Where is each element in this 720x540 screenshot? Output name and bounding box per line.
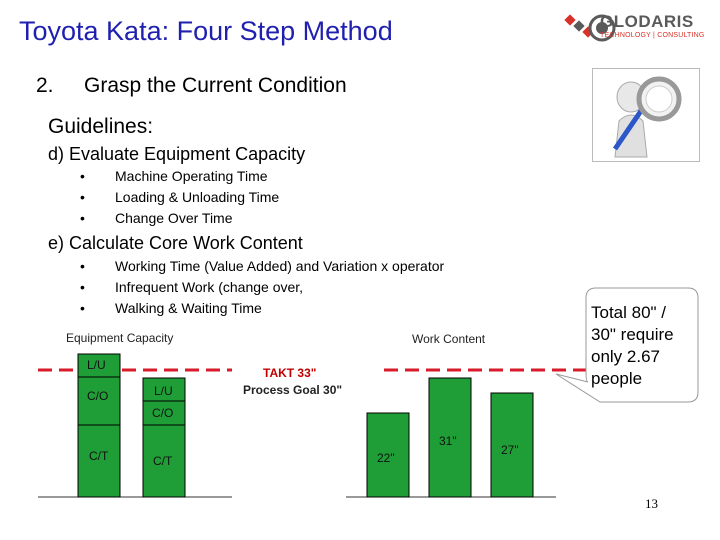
bar2-ct-label: C/T (153, 454, 173, 468)
bullet-icon: • (80, 189, 85, 205)
section-e-label: e) Calculate Core Work Content (48, 233, 303, 253)
bullet-icon: • (80, 279, 85, 295)
work-content-label: Work Content (412, 332, 486, 346)
step-number: 2. (36, 74, 54, 97)
bar2-lu-label: L/U (154, 384, 173, 398)
bullet-text: Walking & Waiting Time (115, 300, 262, 316)
bullet-text: Loading & Unloading Time (115, 189, 280, 205)
guidelines-heading: Guidelines: (48, 115, 154, 138)
equipment-capacity-label: Equipment Capacity (66, 331, 174, 345)
logo-tagline: TECHNOLOGY | CONSULTING (600, 32, 705, 39)
work-value-label: 31" (439, 434, 457, 448)
slide-title: Toyota Kata: Four Step Method (19, 16, 393, 46)
work-value-label: 22" (377, 451, 395, 465)
bullet-icon: • (80, 300, 85, 316)
bullet-icon: • (80, 210, 85, 226)
process-goal-label: Process Goal 30" (243, 383, 343, 397)
page-number: 13 (645, 496, 658, 511)
bullet-text: Infrequent Work (change over, (115, 279, 304, 295)
bar1-co-label: C/O (87, 389, 109, 403)
bullet-text: Machine Operating Time (115, 168, 268, 184)
bar1-ct-label: C/T (89, 449, 109, 463)
work-value-label: 27" (501, 443, 519, 457)
takt-label: TAKT 33" (263, 366, 317, 380)
bullet-icon: • (80, 258, 85, 274)
section-d-label: d) Evaluate Equipment Capacity (48, 144, 306, 164)
bullet-text: Change Over Time (115, 210, 233, 226)
logo-name: GLODARIS (600, 12, 694, 31)
bullet-text: Working Time (Value Added) and Variation x operator (115, 258, 445, 274)
bullet-icon: • (80, 168, 85, 184)
step-title: Grasp the Current Condition (84, 74, 347, 97)
callout-text: Total 80" / 30" require only 2.67 people (591, 303, 674, 388)
bar1-lu-label: L/U (87, 358, 106, 372)
bar2-co-label: C/O (152, 406, 174, 420)
